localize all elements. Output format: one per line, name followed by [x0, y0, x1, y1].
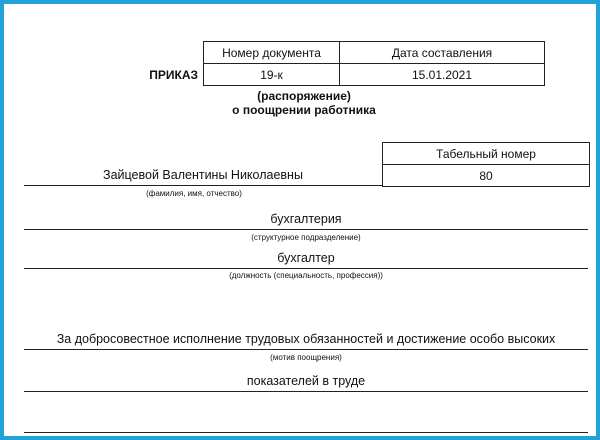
tabel-number-value: 80: [383, 165, 590, 187]
doc-date-label: Дата составления: [340, 42, 545, 64]
document-header-table: [203, 41, 545, 86]
employee-name-underline: [24, 185, 382, 186]
bottom-underline: [24, 432, 588, 433]
department-caption: (структурное подразделение): [251, 233, 361, 242]
tabel-number-table: [382, 142, 590, 187]
doc-number-value: 19-к: [204, 64, 340, 86]
position-value: бухгалтер: [277, 251, 335, 265]
employee-name: Зайцевой Валентины Николаевны: [103, 168, 303, 182]
doc-date-value: 15.01.2021: [340, 64, 545, 86]
doc-number-label: Номер документа: [204, 42, 340, 64]
motive-line-2-underline: [24, 391, 588, 392]
motive-caption: (мотив поощрения): [270, 353, 342, 362]
tabel-number-label: Табельный номер: [383, 143, 590, 165]
employee-name-caption: (фамилия, имя, отчество): [146, 189, 242, 198]
motive-line-1: За добросовестное исполнение трудовых обязанностей и достижение особо высоких: [56, 332, 556, 346]
motive-underline: [24, 349, 588, 350]
position-underline: [24, 268, 588, 269]
document-title: ПРИКАЗ: [149, 68, 198, 82]
motive-line-2: показателей в труде: [246, 374, 366, 388]
department-underline: [24, 229, 588, 230]
document-subtitle-topic: о поощрении работника: [232, 103, 376, 117]
department-value: бухгалтерия: [270, 212, 342, 226]
document-subtitle-type: (распоряжение): [257, 89, 351, 103]
position-caption: (должность (специальность, профессия)): [229, 271, 383, 280]
